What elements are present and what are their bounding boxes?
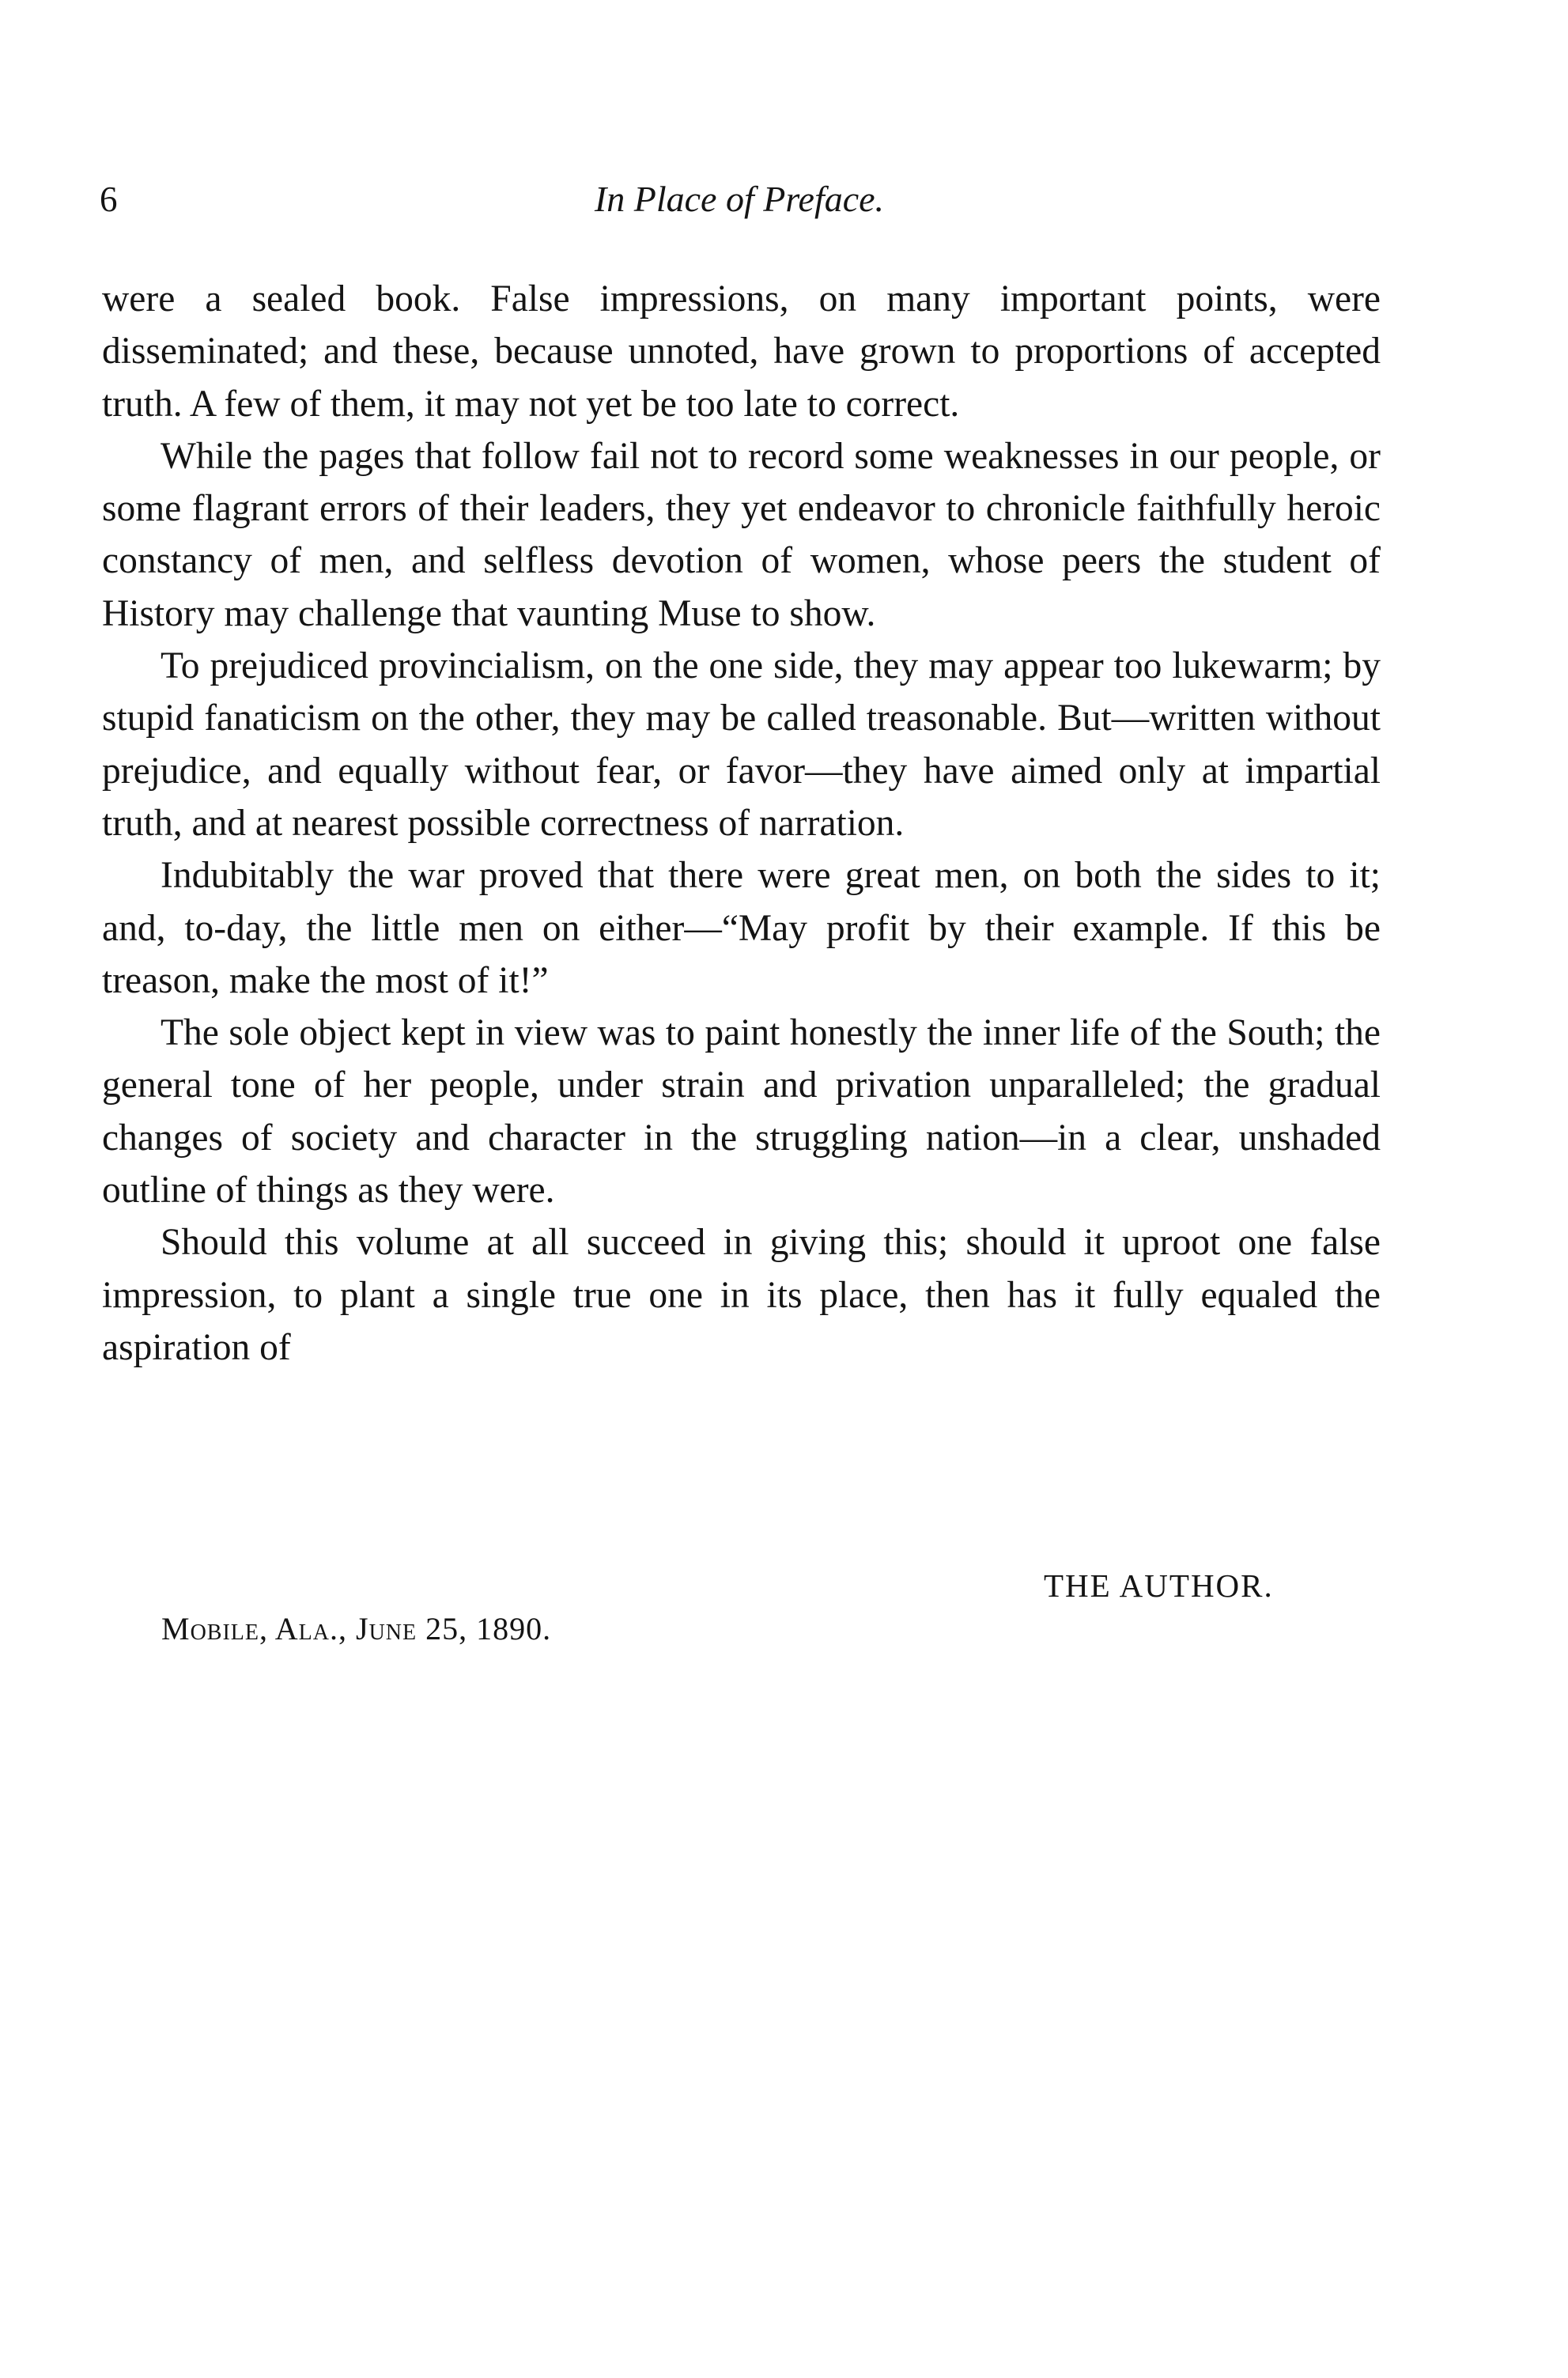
- paragraph: Indubitably the war proved that there were great men, on both the sides to it; and, to-day, the little men on either—“May profit by their example. If this be treason, make the most of it!”: [102, 855, 1381, 1001]
- body-text: [102, 273, 1381, 1374]
- paragraph: While the pages that follow fail not to record some weaknesses in our people, or some flagrant errors of their leaders, they yet endeavor to chronicle faithfully heroic constancy of men, and selfless devotion of women, whose peers the student of History may challenge that vaunting Muse to show.: [102, 435, 1381, 634]
- running-title: In Place of Preface.: [594, 179, 885, 219]
- paragraph: The sole object kept in view was to paint honestly the inner life of the South; the general tone of her people, under strain and privation unparalleled; the gradual changes of society and character in the struggling nation—in a clear, unshaded outline of things as they were.: [102, 1012, 1381, 1212]
- dateline: Mobile, Ala., June 25, 1890.: [161, 1611, 552, 1646]
- page-number: 6: [100, 180, 118, 219]
- paragraph: Should this volume at all succeed in giving this; should it uproot one false impression, to plant a single true one in its place, then has it fully equaled the aspiration of: [102, 1222, 1381, 1368]
- author-signature: THE AUTHOR.: [1044, 1567, 1274, 1604]
- paragraph: To prejudiced provincialism, on the one side, they may appear too lukewarm; by stupid fanaticism on the other, they may be called treasonable. But—written without prejudice, and equally without fear, or favor—they have aimed only at impartial truth, and at nearest possible correctness of narration.: [102, 645, 1381, 844]
- running-head: [100, 176, 1379, 223]
- paragraph: were a sealed book. False impressions, on many important points, were disseminated; and these, because unnoted, have grown to proportions of accepted truth. A few of them, it may not yet be too late to correct.: [102, 278, 1381, 425]
